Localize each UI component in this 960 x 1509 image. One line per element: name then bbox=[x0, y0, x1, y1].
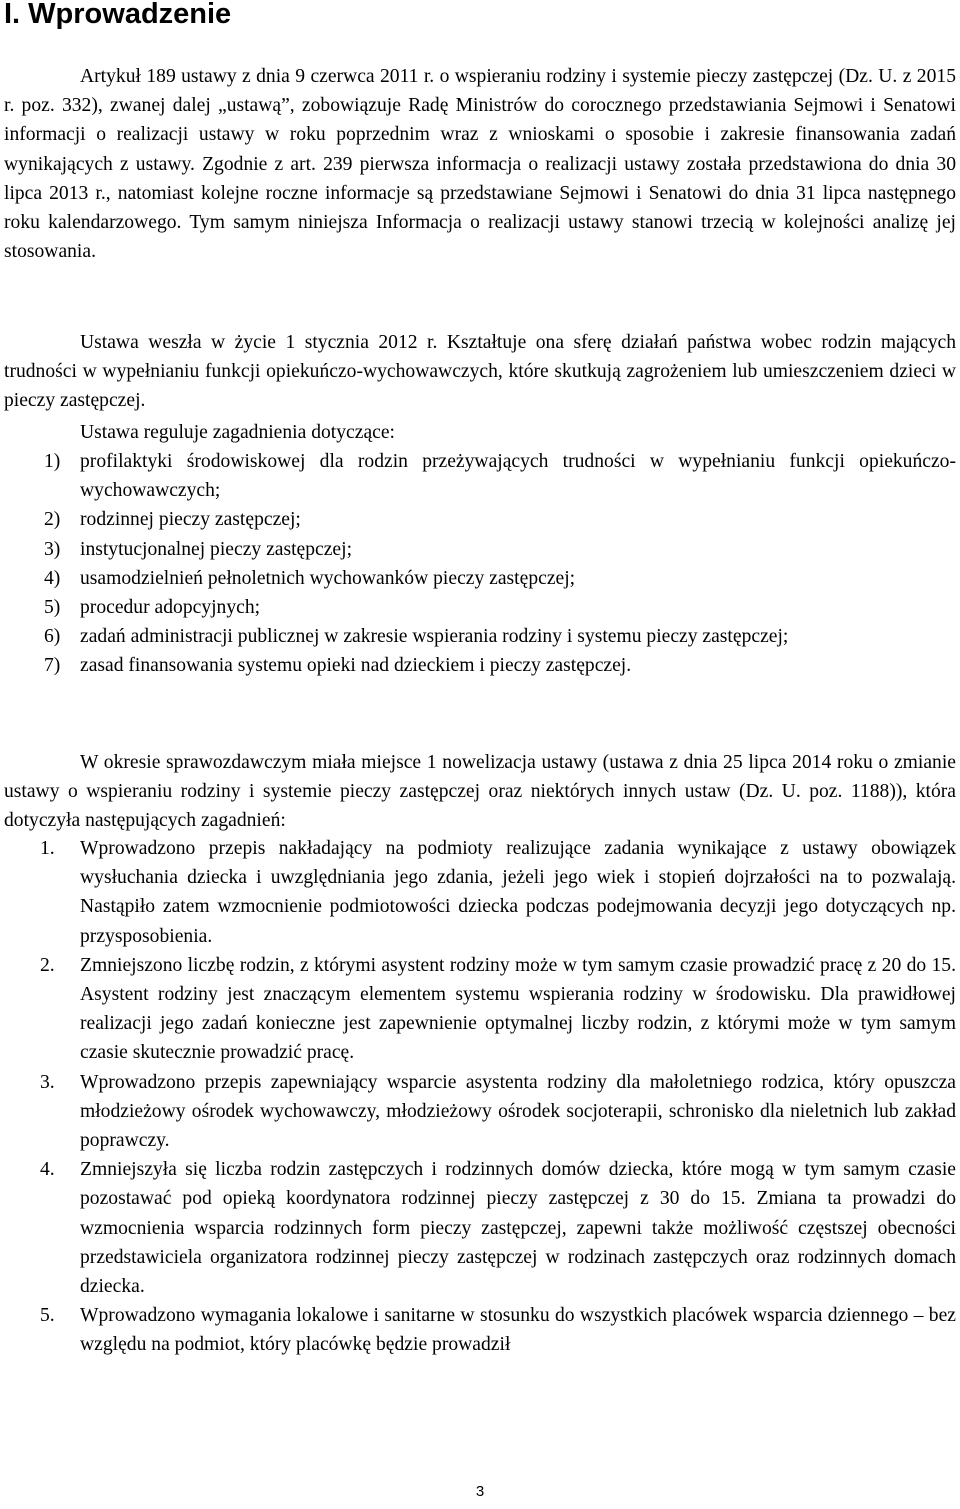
list-marker: 3. bbox=[40, 1071, 55, 1093]
list-marker: 3) bbox=[44, 538, 61, 560]
list-item bbox=[4, 1301, 956, 1359]
list-item-text: rodzinnej pieczy zastępczej; bbox=[80, 509, 301, 531]
page-number: 3 bbox=[475, 1483, 485, 1500]
list-marker: 6) bbox=[44, 626, 61, 648]
list-item-text: Wprowadzono przepis zapewniający wsparcie asystenta rodziny dla małoletniego rodzica, który opuszcza młodzieżowy ośrodek wychowawczy, młodzieżowy ośrodek socjoterapii, schronisko dla nieletnich lub zakład poprawczy. bbox=[80, 1071, 956, 1152]
list-item bbox=[4, 834, 956, 951]
list-item-text: Zmniejszyła się liczba rodzin zastępczych i rodzinnych domów dziecka, które mogą w tym samym czasie pozostawać pod opieką koordynatora rodzinnej pieczy zastępczej z 30 do 15. Zmiana ta prowadzi do wzmocnienia wsparcia rodzinnych form pieczy zastępczej, zapewni także możliwość częstszej obecności przedstawiciela organizatora rodzinnej pieczy zastępczej w rodzinach zastępczych oraz rodzinnych domach dziecka. bbox=[80, 1159, 956, 1298]
ustawa-text: Ustawa weszła w życie 1 stycznia 2012 r. Kształtuje ona sferę działań państwa wobec rodzin mających trudności w wypełnianiu funkcji opiekuńczo-wychowawczych, które skutkują zagrożeniem lub umieszczeniem dzieci w pieczy zastępczej. bbox=[4, 332, 956, 412]
list-item-text: zadań administracji publicznej w zakresie wspierania rodziny i systemu pieczy zastępczej; bbox=[80, 626, 789, 648]
list-marker: 5. bbox=[40, 1305, 55, 1327]
ustawa-paragraph bbox=[4, 328, 956, 416]
list-item-text: usamodzielnień pełnoletnich wychowanków pieczy zastępczej; bbox=[80, 567, 576, 589]
list-marker: 4) bbox=[44, 567, 61, 589]
list-marker: 5) bbox=[44, 597, 61, 619]
list-item bbox=[4, 564, 956, 593]
list-item bbox=[4, 1155, 956, 1301]
list-item bbox=[4, 447, 956, 505]
list-item-text: profilaktyki środowiskowej dla rodzin przeżywających trudności w wypełnianiu funkcji opiekuńczo-wychowawczych; bbox=[80, 451, 956, 502]
changes-list bbox=[4, 834, 956, 1360]
nowelizacja-paragraph bbox=[4, 748, 956, 836]
intro-text: Artykuł 189 ustawy z dnia 9 czerwca 2011 r. o wspieraniu rodziny i systemie pieczy zastępczej (Dz. U. z 2015 r. poz. 332), zwanej dalej „ustawą”, zobowiązuje Radę Ministrów do corocznego przedstawiania Sejmowi i Senatowi informacji o realizacji ustawy w roku poprzednim wraz z wnioskami o sposobie i zakresie finansowania zadań wynikających z ustawy. Zgodnie z art. 239 pierwsza informacja o realizacji ustawy została przedstawiona do dnia 30 lipca 2013 r., natomiast kolejne roczne informacje są przedstawiane Sejmowi i Senatowi do dnia 31 lipca następnego roku kalendarzowego. Tym samym niniejsza Informacja o realizacji ustawy stanowi trzecią w kolejności analizę jej stosowania. bbox=[4, 66, 956, 263]
regulates-paragraph bbox=[4, 418, 956, 447]
list-item bbox=[4, 593, 956, 622]
list-item-text: procedur adopcyjnych; bbox=[80, 597, 261, 619]
list-item bbox=[4, 651, 956, 680]
list-item bbox=[4, 951, 956, 1068]
list-item bbox=[4, 505, 956, 534]
list-item-text: Zmniejszono liczbę rodzin, z którymi asystent rodziny może w tym samym czasie prowadzić pracę z 20 do 15. Asystent rodziny jest znaczącym elementem systemu wspierania rodziny w środowisku. Dla prawidłowej realizacji jego zadań konieczne jest zapewnienie optymalnej liczby rodzin, z którymi może w tym samym czasie skutecznie prowadzić pracę. bbox=[80, 954, 956, 1064]
section-heading: I. Wprowadzenie bbox=[4, 0, 232, 30]
nowelizacja-text: W okresie sprawozdawczym miała miejsce 1 nowelizacja ustawy (ustawa z dnia 25 lipca 2014 roku o zmianie ustawy o wspieraniu rodziny i systemie pieczy zastępczej oraz niektórych innych ustaw (Dz. U. poz. 1188)), która dotyczyła następujących zagadnień: bbox=[4, 752, 956, 832]
list-marker: 7) bbox=[44, 655, 61, 677]
list-marker: 2) bbox=[44, 509, 61, 531]
list-marker: 1. bbox=[40, 838, 55, 859]
list-item bbox=[4, 1068, 956, 1156]
regulates-text: Ustawa reguluje zagadnienia dotyczące: bbox=[80, 422, 395, 443]
list-item bbox=[4, 535, 956, 564]
intro-paragraph bbox=[4, 62, 956, 266]
list-marker: 1) bbox=[44, 451, 61, 472]
list-item bbox=[4, 622, 956, 651]
list-item-text: zasad finansowania systemu opieki nad dzieckiem i pieczy zastępczej. bbox=[80, 655, 632, 677]
list-marker: 4. bbox=[40, 1159, 55, 1181]
list-marker: 2. bbox=[40, 954, 55, 976]
list-item-text: Wprowadzono wymagania lokalowe i sanitarne w stosunku do wszystkich placówek wsparcia dziennego – bez względu na podmiot, który placówkę będzie prowadził bbox=[80, 1305, 956, 1356]
regulated-items-list bbox=[4, 447, 956, 681]
list-item-text: Wprowadzono przepis nakładający na podmioty realizujące zadania wynikające z ustawy obowiązek wysłuchania dziecka i uwzględniania jego zdania, jeżeli jego wiek i stopień dojrzałości na to pozwalają. Nastąpiło zatem wzmocnienie podmiotowości dziecka podczas podejmowania decyzji jego dotyczących np. przysposobienia. bbox=[80, 838, 956, 947]
list-item-text: instytucjonalnej pieczy zastępczej; bbox=[80, 538, 353, 560]
